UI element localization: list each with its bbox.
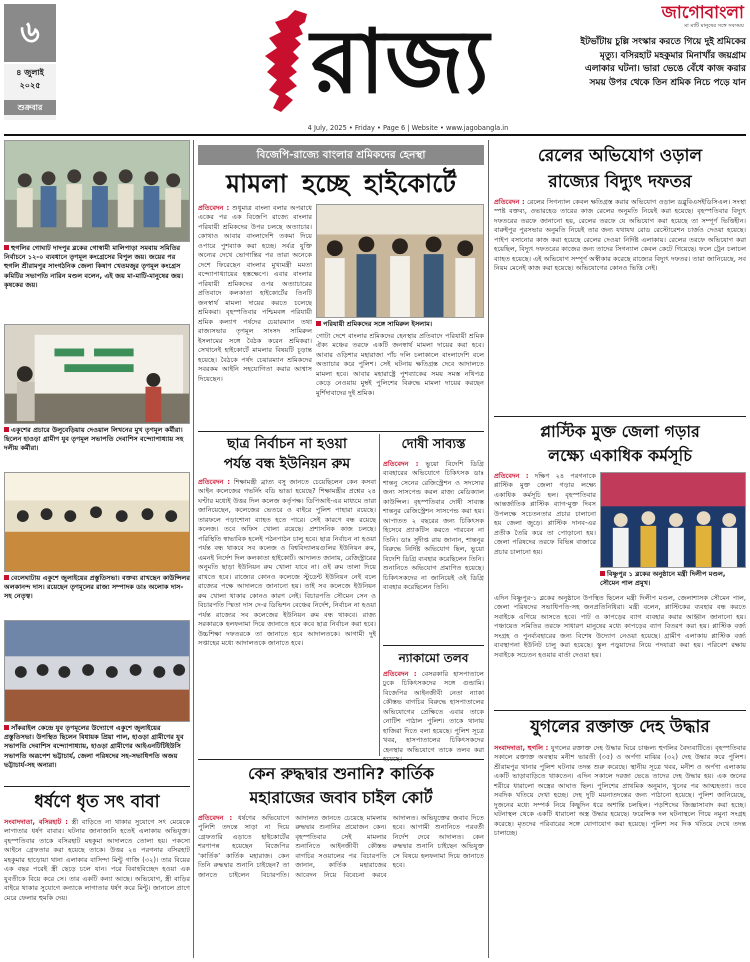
plastic-body-2: এদিন বিষ্ণুপুর-১ ব্লকের অনুষ্ঠানে উপস্থিত ছিলেন মন্ত্রী দিলীপ মণ্ডল, জেলাশাসক সৌমেন পাল, জেলা পরিষদের সভাধিপতি-সহ জনপ্রতিনিধিরা। মন্ত্রী বলেন, প্লাস্টিকের ব্যবহার বন্ধ করতে সবাইকে এগিয়ে আসতে হবে। পাট ও কাপড়ের ব্যাগ ব্যবহার করার আহ্বান জানানো হয়। পঞ্চায়েত সমিতির তরফে সাধারণ মানুষের মধ্যে কাপড়ের ব্যাগ বিতরণ করা হয়। প্লাস্টিক বর্জ্য সংগ্রহ ও পুনর্ব্যবহারের জন্য বিশেষ উদ্যোগ নেওয়া হয়েছে। গ্রামীণ এলাকায় প্লাস্টিক বর্জ্য ব্যবস্থাপনা ইউনিট চালু করা হয়েছে। স্কুল পড়ুয়াদের নিয়ে পদযাত্রা করা হয়। পরিবেশ রক্ষায় সবাইকে সচেতন হওয়ার বার্তা দেওয়া হয়। — [494, 594, 746, 659]
page-number: ৬ — [20, 14, 40, 50]
dateline: 4 July, 2025 • Friday • Page 6 | Website • www.jagobangla.in — [307, 124, 509, 132]
caption-beleghata: বেলেঘাটায় একুশে জুলাইয়ের প্রস্তুতিসভা। বক্তব্য রাখছেন কাউন্সিলর অলকানন্দ দাস। রয়েছেন তৃণমূলের রাজ্য সম্পাদক ডাঃ অলোক দাস-সহ নেতৃত্ব। — [4, 574, 190, 601]
weekday: শুক্রবার — [4, 100, 56, 115]
front-brief: ইটভাঁটায় চুল্লি সংস্কার করতে গিয়ে দুই শ্রমিকের মৃত্যু। বসিরহাট মহকুমার মিনাখাঁর জয়গ্রাম এলাকার ঘটনা। ভারা ভেঙে বেঁধে কাজ করার সময় উপর থেকে তিন শ্রমিক নিচে পড়ে যান — [580, 37, 746, 88]
date-year: ২০২৫ — [19, 81, 41, 91]
kartik-body: প্রতিবেদন : ধর্ষণের অভিযোগে পুলিশি তদন্তে সাড়া না দিয়ে গ্রেফতারি এড়াতে হাইকোর্টের শরণাপন্ন হয়েছেন বিজেপির ‘কার্তিক’ কার্তিক মহারাজ। কেন তিনি রুদ্ধদ্বার শুনানি চাইছেন? তা জানতে চাইলেন বিচারপতি। আদালত জানতে চেয়েছে মামলায় রুদ্ধদ্বার শুনানির প্রয়োজন কেন। বৃহস্পতিবার সেই মামলার শুনানিতে আইনজীবী কৌস্তভ বাগচির সওয়ালের পর বিচারপতি জানান, কার্তিক মহারাজের আবেদন নিয়ে বিবেচনা করবে আদালত। অভিযুক্তের জবাব দিতে হবে। আগামী শুনানিতে পরবর্তী নির্দেশ দেবে আদালত। কেন রুদ্ধদ্বার শুনানি চাইছেন অভিযুক্ত সে বিষয়ে হলফনামা দিয়ে জানাতে হবে। — [198, 814, 484, 879]
drama-body: প্রতিবেদন : বেসরকারি হাসপাতালে ঢুকে চিকিৎসকদের সঙ্গে গুন্ডামি। বিজেপির আইনজীবী নেতা ন্যাকা কৌস্তভ বাগচির বিরুদ্ধে হাসপাতালের অভিযোগের প্রেক্ষিতে এবার তাকে নোটিশ পাঠাল পুলিশ। তাকে থানায় হাজিরা দিতে বলা হয়েছে। পুলিশ সূত্রে খবর, হাসপাতালের চিকিৎসকদের হেনস্থার অভিযোগে তাকে তলব করা — [383, 670, 484, 754]
caption-gogha-victory: হুগলির গোঘাট দাদপুর ব্লকের গোস্বামী মালিপাড়া সমবায় সমিতির নির্বাচনে ১২-০ ব্যবধানে তৃণমূল কংগ্রেসের বিপুল জয়। জয়ের পর হুগলি শ্রীরামপুর সাংগঠনিক জেলা কিষাণ খেতমজুর তৃণমূল কংগ্রেস কমিটির সভাপতি নারিন মণ্ডল বলেন, এই জয় মা-মাটি-মানুষের জয়। কৃষকের জয়। — [4, 244, 184, 289]
right-rule-1 — [494, 416, 746, 417]
guilty-body: প্রতিবেদন : ভুয়ো বিদেশি ডিগ্রি ব্যবহারের অভিযোগে চিকিৎসক ডাঃ শান্তনু সেনের রেজিস্ট্রেশন ও সদস্যের জন্য সাসপেন্ড করল রাজ্য মেডিক্যাল কাউন্সিল। বৃহস্পতিবার দোষী সাব্যস্ত শান্তনুর রেজিস্ট্রেশন সাসপেন্ড করা হয়। আপাতত ২ বছরের জন্য চিকিৎসক হিসেবে প্র্যাকটিস করতে পারবেন না তিনি। ডাঃ সুদীপ্ত রায় জানান, শান্তনুর বিরুদ্ধে নির্দিষ্ট অভিযোগ ছিল, ভুয়ো বিদেশি ডিগ্রি ব্যবহার করেছিলেন তিনি। শুনানিতে অভিযোগ প্রমাণিত হয়েছে। চিকিৎসকদের না জানিয়েই ওই ডিগ্রি ব্যবহার করেছিলেন তিনি। — [383, 460, 484, 592]
left-story-body: সংবাদদাতা, বসিরহাট : স্ত্রী বাড়িতে না থাকার সুযোগে সৎ মেয়েকে লাগাতার ধর্ষণ বাবার। ঘটনার জানাজানি হতেই এলাকায় অভিযুক্ত। বৃহস্পতিবার তাকে বসিরহাট মহকুমা আদালতে তোলা হয়। পকসো আইনে গ্রেফতার করা হয়েছে তাকে। উত্তর ২৪ পরগনার বসিরহাট মহকুমার হাড়োয়া থানা এলাকার বাসিন্দা মিন্টু গাজি (৩২)। তার বিয়ের এক বছর পরেই স্ত্রী ছেড়ে চলে যান। পরে বিবাহবিচ্ছেদ হওয়া এক যুবতীকে বিয়ে করে সে। তার একটি কন্যা আছে। অভিযোগ, স্ত্রী বাড়ির বাইরে থাকার সুযোগে কন্যাকে লাগাতার ধর্ষণ করে মিন্টু। জানালে প্রাণে মেরে ফেলার হুমকি দেয়। — [4, 818, 191, 902]
photo-migrant-workers — [316, 204, 484, 318]
bodies-body: সংবাদদাতা, হুগলি : যুগলের রক্তাক্ত দেহ উদ্ধার ঘিরে চাঞ্চল্য হুগলির বৈদ্যবাটিতে। বৃহস্পতিবার সকালে রক্তাক্ত অবস্থায় মনীশ ভারতী (৩৫) ও অর্পণা মাঝির (৩২) দেহ উদ্ধার করে পুলিশ। শ্রীরামপুর থানার পুলিশ ঘটনার তদন্ত শুরু করেছে। স্থানীয় সূত্রে খবর, মনীশ ও অর্পণা এলাকায় একটি ভাড়াবাড়িতে থাকতেন। এদিন সকালে দরজা ভেঙে তাদের দেহ উদ্ধার হয়। এক জনের শরীরে ধারালো অস্ত্রের আঘাত ছিল। পুলিশের প্রাথমিক অনুমান, খুনের পর আত্মহত্যা। তবে সবদিক খতিয়ে দেখা হচ্ছে। দেহ দুটি ময়নাতদন্তের জন্য পাঠানো হয়েছে। পুলিশ জানিয়েছে, দুজনের মধ্যে সম্পর্ক নিয়ে কিছুদিন ধরে অশান্তি চলছিল। পড়শিদের জিজ্ঞাসাবাদ করা হচ্ছে। ঘটনাস্থল থেকে একটি ধারালো অস্ত্র উদ্ধার হয়েছে। ফরেন্সিক দল ঘটনাস্থলে গিয়ে নমুনা সংগ্রহ করেছে। মৃতদের পরিবারের সঙ্গে যোগাযোগ করা হয়েছে। পুলিশ সব দিক খতিয়ে দেখে তদন্ত চালাচ্ছে। — [494, 744, 746, 838]
center-rule-1 — [198, 431, 484, 432]
kicker-text: বিজেপি-রাজ্যে বাংলার শ্রমিকদের হেনস্থা — [256, 148, 426, 161]
drama-headline: ন্যাকামো তলব — [398, 651, 469, 665]
guilty-rule — [383, 645, 484, 646]
center-right-divider — [488, 140, 489, 958]
page-number-box — [4, 4, 56, 62]
plastic-body: প্রতিবেদন : দক্ষিণ ২৪ পরগনাকে প্লাস্টিক মুক্ত জেলা গড়ার লক্ষ্যে একাধিক কর্মসূচি হল। বৃহস্পতিবার আন্তর্জাতিক প্লাস্টিক ব্যাগ-মুক্ত দিবস উপলক্ষে সচেতনতার প্রচার চালানো হয় জেলা জুড়ে। প্লাস্টিক দানব-এর প্রতীক তৈরি করে তা পোড়ানো হয়। জেলা পরিষদের তরফে বিভিন্ন বাজারে প্রচার চালানো হয়। — [494, 472, 596, 556]
brand-logo — [618, 4, 744, 30]
caption-marker — [4, 245, 9, 250]
right-rule-2 — [494, 710, 746, 711]
bodies-headline: যুগলের রক্তাক্ত দেহ উদ্ধার — [530, 717, 710, 737]
kartik-headline: কেন রুদ্ধদ্বার শুনানি? কার্তিক মহারাজের জবাব চাইল কোর্ট — [248, 764, 434, 807]
caption-wall-writing: একুশের প্রচারে উলুবেড়িয়ায় দেওয়াল লিখনের মুখ তৃণমূল কর্মীরা। ছিলেন হাওড়া গ্রামীণ যুব তৃণমূল সভাপতি দেবাশিস বন্দ্যোপাধ্যায় সহ দলীয় কর্মীরা। — [4, 426, 184, 453]
photo-beleghata-meeting — [4, 472, 190, 572]
caption-sankrail: সাঁকরাইল কেন্দ্রে যুব তৃণমূলের উদ্যোগে একুশে জুলাইয়ের প্রস্তুতিসভা। উপস্থিত ছিলেন বিধায়ক প্রিয়া পাল, হাওড়া গ্রামীণের যুব সভাপতি দেবাশিস বন্দ্যোপাধ্যায়, হাওড়া গ্রামীণের আইএনটিটিইউসি সভাপতি অরূপেশ ভট্টাচার্য, জেলা পরিষদের সহ-সভাধিপতি অজয় ভট্টাচার্য-সহ অন্যরা। — [4, 724, 184, 769]
caption-marker — [4, 725, 9, 730]
left-column-divider — [193, 140, 194, 958]
caption-marker — [4, 427, 9, 432]
left-story-rule — [4, 786, 190, 787]
brand-tagline: মা মাটি মানুষের সঙ্গে সবসময় — [684, 22, 744, 29]
rail-headline: রেলের অভিযোগ ওড়াল রাজ্যের বিদ্যুৎ দফতর — [537, 146, 703, 192]
kicker-banner — [198, 145, 484, 165]
main-body-left: প্রতিবেদন : শুধুমাত্র বাংলা বলার অপরাধে একের পর এক বিজেপি রাজ্যে বাংলার পরিযায়ী শ্রমিকদের উপর চলছে অত্যাচার। কোথাও আবার বাংলাদেশি তকমা দিয়ে ওপারে পুশব্যাক করা হচ্ছে। সর্বত্র যুক্তি অন্যের দেখে ভোগান্তির পর তারা অনেকে দেশে ফিরেছেন বাংলার মুখ্যমন্ত্রী মমতা বন্দ্যোপাধ্যায়ের হস্তক্ষেপে। এবার বাংলার পরিযায়ী শ্রমিকদের ওপর অত্যাচারের প্রতিবাদে কলকাতা হাইকোর্টের তিনটি জনস্বার্থ মামলা দায়ের করতে চলেছে শ্রমিকরা। বৃহস্পতিবার পশ্চিমবঙ্গ পরিযায়ী শ্রমিক কল্যাণ পর্ষদের চেয়ারম্যান তথা রাজ্যসভার তৃণমূল সাংসদ সামিরুল ইসলামের সঙ্গে বৈঠক করেন শ্রমিকরা। সেখানেই হাইকোর্টে মামলার বিষয়টি চূড়ান্ত হয়েছে। বৈঠকে পর্ষদ চেয়ারম্যান শ্রমিকদের সবরকম আইনি সহযোগিতা করার আশ্বাস দিয়েছেন। — [198, 204, 312, 383]
caption-plastic-event: বিষ্ণুপুর ১ ব্লকের অনুষ্ঠানে মন্ত্রী দিলীপ মণ্ডল, সৌমেন পাল প্রমুখ। — [600, 570, 726, 588]
left-story-headline: ধর্ষণে ধৃত সৎ বাবা — [34, 792, 160, 812]
caption-migrant-workers: পরিযায়ী শ্রমিকদের সঙ্গে সামিরুল ইসলাম। — [316, 320, 484, 330]
main-body-right: গোটা দেশে বাংলার শ্রমিকদের হেনস্থার প্রতিবাদে পরিযায়ী শ্রমিক ঐক্য মঞ্চের তরফে একটি জনস্বার্থ মামলা দায়ের করা হবে। আবার ওড়িশার মহারাজা পাঁচ দলি চলাকালে বাংলাদেশি বলে অত্যাচার করে পুলিশ। সেই ঘটনায় ক্ষতিগ্রস্ত দেবে আদালতে মামলা হবে। আবার মহারাষ্ট্রে পুশব্যাকের সময় সমস্ত নথিপত্র কেড়ে নেওয়ায় মুম্বই পুলিশের বিরুদ্ধে মামলা দায়ের করছেন মুর্শিদাবাদের দুই শ্রমিক। — [316, 332, 484, 397]
caption-marker — [4, 575, 9, 580]
masthead-rule — [4, 134, 746, 136]
guilty-headline: দোষী সাব্যস্ত — [401, 437, 466, 452]
photo-wall-writing — [4, 324, 190, 424]
photo-sankrail-meeting — [4, 620, 190, 722]
student-headline: ছাত্র নির্বাচন না হওয়া পর্যন্ত বন্ধ ইউনিয়ন রুম — [223, 436, 351, 472]
caption-marker — [600, 571, 605, 576]
student-body: প্রতিবেদন : শিক্ষামন্ত্রী ব্রাত্য বসু জানতে চেয়েছিলেন কেন কসবা আইন কলেজের গভর্নিং বডি ভাঙা হয়েছে? শিক্ষামন্ত্রীর প্রশ্নের ২৪ ঘণ্টার মধ্যেই উত্তর দিল কলেজ কর্তৃপক্ষ। ডিপিআই-এর মাধ্যমে তারা জানিয়েছেন, কলেজের ভেতরে ও বাইরে পুলিশ পাহারা রয়েছে। তারফলে পড়াশোনা ব্যাহত হতে পারে। সেই কারণে বন্ধ রয়েছে কলেজ। তবে অফিস খোলা রয়েছে। প্রশাসনিক কাজ চলছে। পরিস্থিতি স্বাভাবিক হলেই পঠনপাঠন চালু হবে। ছাত্র নির্বাচন না হওয়া পর্যন্ত বন্ধ থাকবে সব কলেজ ও বিশ্ববিদ্যালয়গুলির ইউনিয়ন রুম, এমনই নির্দেশ দিল কলকাতা হাইকোর্ট। আদালত জানায়, রেজিস্ট্রারের অনুমতি ছাড়া ইউনিয়ন রুম খোলা যাবে না। ওই রুম তালা দিয়ে রাখতে হবে। রাজ্যের কোনও কলেজে স্টুডেন্ট ইউনিয়ন নেই বলে রাজ্যের পক্ষে আদালতে জানানো হয়। তাই সব কলেজে ইউনিয়ন রুম খোলা থাকার কোনও কারণ নেই। বিচারপতি সৌমেন সেন ও বিচারপতি স্মিতা দাস দে-র ডিভিশন বেঞ্চের নির্দেশ, নির্বাচন না হওয়া পর্যন্ত রাজ্যের সব কলেজের ইউনিয়ন রুম বন্ধ থাকবে। রাজ্য সরকারকে হলফনামা দিয়ে জানাতে হবে কবে ছাত্র নির্বাচন করা হবে। উচ্চশিক্ষা দফতরকে তা জানাতে হবে আদালতকে। আগামী দুই সপ্তাহের মধ্যে আদালতকে জানাতে হবে। — [198, 478, 376, 648]
date-block — [4, 64, 56, 120]
photo-gogha-victory — [4, 140, 190, 242]
section-title: রাজ্য — [310, 9, 490, 113]
center-rule-2 — [198, 759, 484, 760]
center-inner-divider — [379, 434, 380, 756]
photo-plastic-event — [600, 472, 746, 568]
main-headline: মামলা হচ্ছে হাইকোর্টে — [226, 169, 456, 198]
caption-marker — [316, 321, 321, 326]
date-day-month: ৪ জুলাই — [16, 68, 44, 77]
rail-body: প্রতিবেদন : রেলের সিগন্যাল কেবল ক্ষতিগ্রস্ত করার অভিযোগ ওড়াল ডব্লুবিএসইডিসিএল। সংস্থা স্পষ্ট বক্তব্য, ওভারহেড তারের কাজ রেলের অনুমতি নিয়েই করা হয়েছে। বৃহস্পতিবার বিদ্যুৎ দফতরের তরফে জানানো হয়, রেলের তরফে যে অভিযোগ করা হয়েছে তা সম্পূর্ণ ভিত্তিহীন। বারুইপুর পুরসভার অনুমতি নিয়েই তার জন্য যথাযথ রোড রেস্টোরেশন চার্জও দেওয়া হয়েছে। পাইপ বসানোর কাজ করা হয়েছে রেলের দেওয়া নির্দিষ্ট এলাকায়। রেলের তরফে অভিযোগ করা হয়েছিল, বিদ্যুৎ দফতরের কাজের জন্য তাদের সিগন্যাল কেবল কেটে গিয়েছে। ফলে ট্রেন চলাচল ব্যাহত হয়েছে। এই অভিযোগ সম্পূর্ণ অস্বীকার করেছে রাজ্যের বিদ্যুৎ দফতর। তারা জানিয়েছে, সব নিয়ম মেনেই কাজ করা হয়েছে। অভিযোগের কোনও ভিত্তি নেই। — [494, 198, 746, 273]
brand-name: জাগোবাংলা — [661, 3, 744, 23]
plastic-headline: প্লাস্টিক মুক্ত জেলা গড়ার লক্ষ্যে একাধিক কর্মসূচি — [540, 422, 700, 465]
